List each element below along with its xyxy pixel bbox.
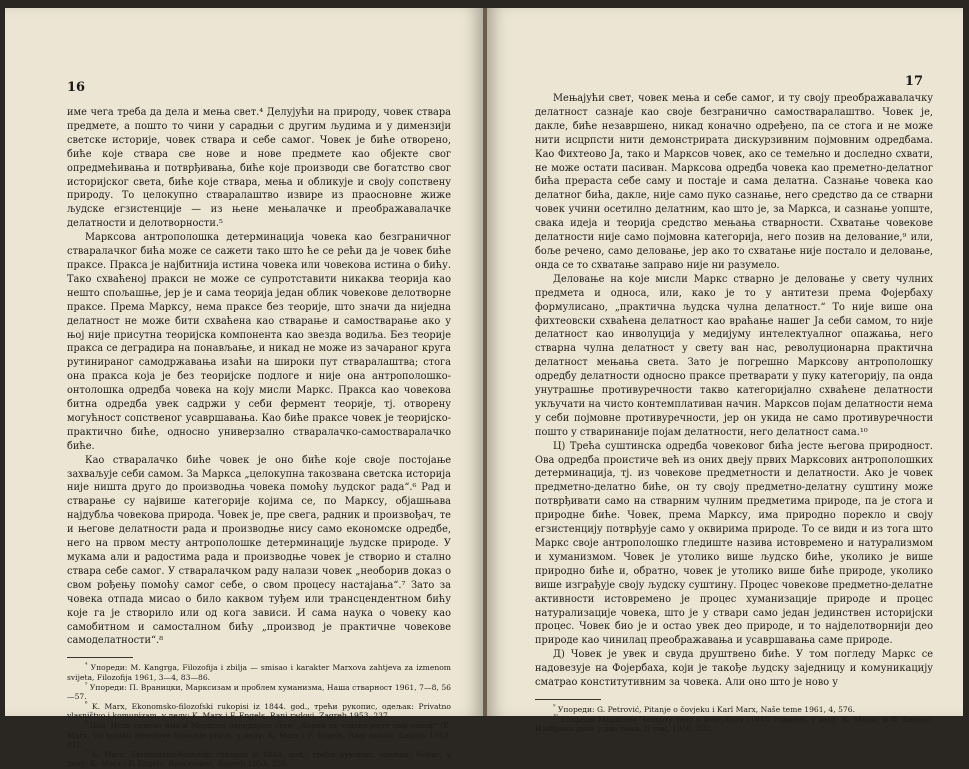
footnote-text: K. Marx, Ekonomsko-filozofski rukopisi iz 1844. god., трећи рукопис, одељак: Novac, у делу: K. Marx i F. Engels, Rani radovi, Zagreb 1953, 255. [67, 749, 451, 769]
footnote-text: Упореди Марксову Четврту тезу о Фојербаху (1845. године), у делу: К. Маркс и Ф. Енгелс, Изабрана дела у два тома, II том, 1950, 392. [535, 714, 934, 734]
footnote-mark: ⁷ [85, 719, 88, 727]
footnote-rule [67, 657, 133, 658]
footnote-mark: ⁸ [85, 748, 88, 756]
footnote [67, 702, 451, 721]
footnote [67, 750, 451, 769]
paragraph: Марксова антрополошка детерминација човека као безграничног стваралачког бића може се сажети тако што ће се рећи да је човек биће праксе. Пракса је најбитнија истина човека или човекова истина о бићу. Тако схваћеној пракси не може се супротставити никаква теорија као нешто спољашње, јер је и сама теорија један облик човекове делотворне праксе. Према Марксу, нема праксе без теорије, што значи да ниједна делатност не може бити схваћена као стварање и самостварање ако у њој није присутна теоријска компонента као звезда водиља. Без теорије пракса се деградира на понављање, и никад не може из зачараног круга рутинираног самодржавања изаћи на широки пут стваралаштва; стога она пракса која је без теоријске подлоге и није она антрополошко-онтолошка одредба човека на коју мисли Маркс. Пракса као човекова битна одредба увек садржи у себи фермент теорије, тј. отворену могућност сопственог усавршавања. Као биће праксе човек је теоријско-практично биће, односно универзално стваралачко-самостваралачко биће. [67, 232, 451, 452]
footnote [67, 663, 451, 682]
footnote [535, 715, 933, 734]
paragraph: Ц) Трећа суштинска одредба човековог бића јесте његова природност. Ова одредба проистиче већ из оних двеју првих Марксових антрополошких детерминација, тј. из човекове предметности и делатности. Ако је човек предметно-делатно биће, он ту своју предметно-делатну суштину може потврђивати само на стварним чулним предметима природе, па је стога и природне биће. Човек, према Марксу, има природно порекло и своју егзистенцију потврђује само у оквирима природе. То се види и из тога што Маркс своје антрополошко гледиште назива истовремено и натурализмом и хуманизмом. Човек је утолико више људско биће, уколико је више природно биће и, обратно, човек је утолико више биће природе, уколико више изграђује своју људску суштину. Процес човекове предметно-делатне активности истовремено је процес хуманизације природе и процес натурализације човека, што је у ствари само један јединствен историјски процес. Човек био је и остао увек део природе, и то најделотворнији део природе као чинилац преображавања и усавршавања саме природе. [535, 440, 933, 647]
page-number: 17 [904, 74, 923, 89]
footnote-text: K. Marx, Ekonomsko-filozofski rukopisi iz 1844. god., трећи рукопис, одељак: Privatno vlasništvo i komunizam, у делу: K. Marx i F. Engels, Rani radovi, Zagreb 1953, 237. [67, 701, 451, 721]
paragraph: име чега треба да дела и мења свет.⁴ Делујући на природу, човек ствара предмете, а пошто то чини у сарадњи с другим људима и у димензији светске историје, човек ствара и себе самог. Човек је биће отворено, биће које ствара све нове и нове предмете као објекте свог опредмећивања и потврђивања, биће које производи све богатство свог историјског света, биће које ствара, мења и обликује и своју сопствену природу. То целокупно стваралаштво извире из праосновне жиже људске егзистенције — из њене мењалачке и преображавалачке делатности и делотворности.⁵ [67, 107, 451, 230]
page-number: 16 [67, 80, 86, 95]
footnote-mark: ¹⁰ [553, 713, 558, 721]
footnote-text: Упореди: G. Petrović, Pitanje o čovjeku i Karl Marx, Naše teme 1961, 4, 576. [557, 704, 855, 714]
footnote-rule [535, 699, 601, 700]
paragraph: Д) Човек је увек и свуда друштвено биће. У том погледу Маркс се надовезује на Фојербаха, који је такође људску заједницу и комуникацију сматрао конститутивним за човека. Али оно што је ново у [535, 649, 933, 689]
footnote-text: Упореди: M. Kangrga, Filozofija i zbilja — smisao i karakter Marxova zahtjeva za izmenom svijeta, Filozofija 1961, 3—4, 83—86. [67, 663, 451, 682]
footnote-mark: ⁹ [553, 703, 556, 711]
footnote-text: Упореди: П. Враницки, Марксизам и проблем хуманизма, Наша стварност 1961, 7—8, 56—57. [67, 682, 451, 702]
footnote-mark: ⁵ [85, 681, 88, 688]
right-page [487, 8, 963, 734]
footnote [535, 705, 933, 715]
footnote [67, 721, 451, 750]
left-page [5, 8, 483, 769]
body-text [67, 106, 451, 769]
body-text [535, 92, 933, 734]
paragraph: Деловање на које мисли Маркс стварно је деловање у свету чулних предмета и односа, или, како је то у антитези према Фојербаху формулисано, „практична људска чулна делатност.“ То није више она фихтеовски схваћена делатност као враћање нашег Ја себи самом, то није делатност као инволуција у медијуму интелектуалног опажања, него стварна чулна делатност у свету ван нас, револуционарна практична делатност мењања света. Зато је погрешно Марксову антрополошку одредбу делатности односно праксе претварати у пуку категорију, па онда унутрашње противуречности такво категоријално схваћене делатности укључати на чисто контемплативан начин. Марксов појам делатности нема у себи појмовне противуречности, јер он укида не само противуречности пошто у стваринаније појам делатности, него делатност сама.¹⁰ [535, 273, 933, 438]
footnote-mark: ⁶ [85, 700, 88, 708]
footnote-mark: ⁴ [85, 661, 88, 669]
paragraph: Као стваралачко биће човек је оно биће које своје постојање захваљује себи самом. За Маркса „целокупна такозвана светска историја није ништа друго до производња човека помоћу људског рада“.⁶ Рад и стварање су највише категорије којима се, по Марксу, објашњава најдубља човекова природа. Човек је, пре свега, радник и произвођач, те и његове делатности рада и производње нису само економске одредбе, него на првом месту антрополошке детерминације људске природе. У мукама али и радостима рада и производње човек је створио и стално ствара себе самог. У стваралачком раду налази човек „необорив доказ о свом рођењу помоћу самог себе, о свом процесу настајања“.⁷ Зато за човека отпада мисао о било каквом туђем или трансцендентном бићу које га је створило или од кога зависи. И сама наука о човеку као самобитном и самосталном бићу „производ је практичне човекове самоделатности“.⁸ [67, 454, 451, 647]
paragraph: Мењајући свет, човек мења и себе самог, и ту своју преображавалачку делатност сазнаје као своје безгранично самостваралаштво. Човек је, дакле, биће незавршено, никад коначно одређено, па се стога и не може нити исцрпсти нити демонстрирата дискурзивним појмовним одредбама. Као Фихтеово Ја, тако и Марксов човек, ако се темељно и доследно схвати, не може остати пасиван. Марксова одредба човека као преметно-делатног бића прераста себе саму и постаје и сама делатна. Сазнање човека као делатног бића, дакле, није само пуко сазнање, него средство да се стварни човек учини осетилно делатним, као што је, за Маркса, и сазнање уопште, свака идеја и теорија средство мењања стварности. Схватање човекове делатности није само појмовна категорија, него позив на делование,⁹ или, боље речено, само деловање, јер ако то схватање није постало и деловање, онда се то схватање заправо није ни разумело. [535, 93, 933, 271]
footnote [67, 683, 451, 702]
footnote-text: Ibid. Исти смисао има и Марксов лапидаран став: „Корен за човека јесте сам човек“ (K. Marx, Uz kritiku Hegelove filozofije prava, у делу: K. Marx i F. Engels, Rani radovi, Zagreb 1953, 81). [67, 720, 451, 750]
